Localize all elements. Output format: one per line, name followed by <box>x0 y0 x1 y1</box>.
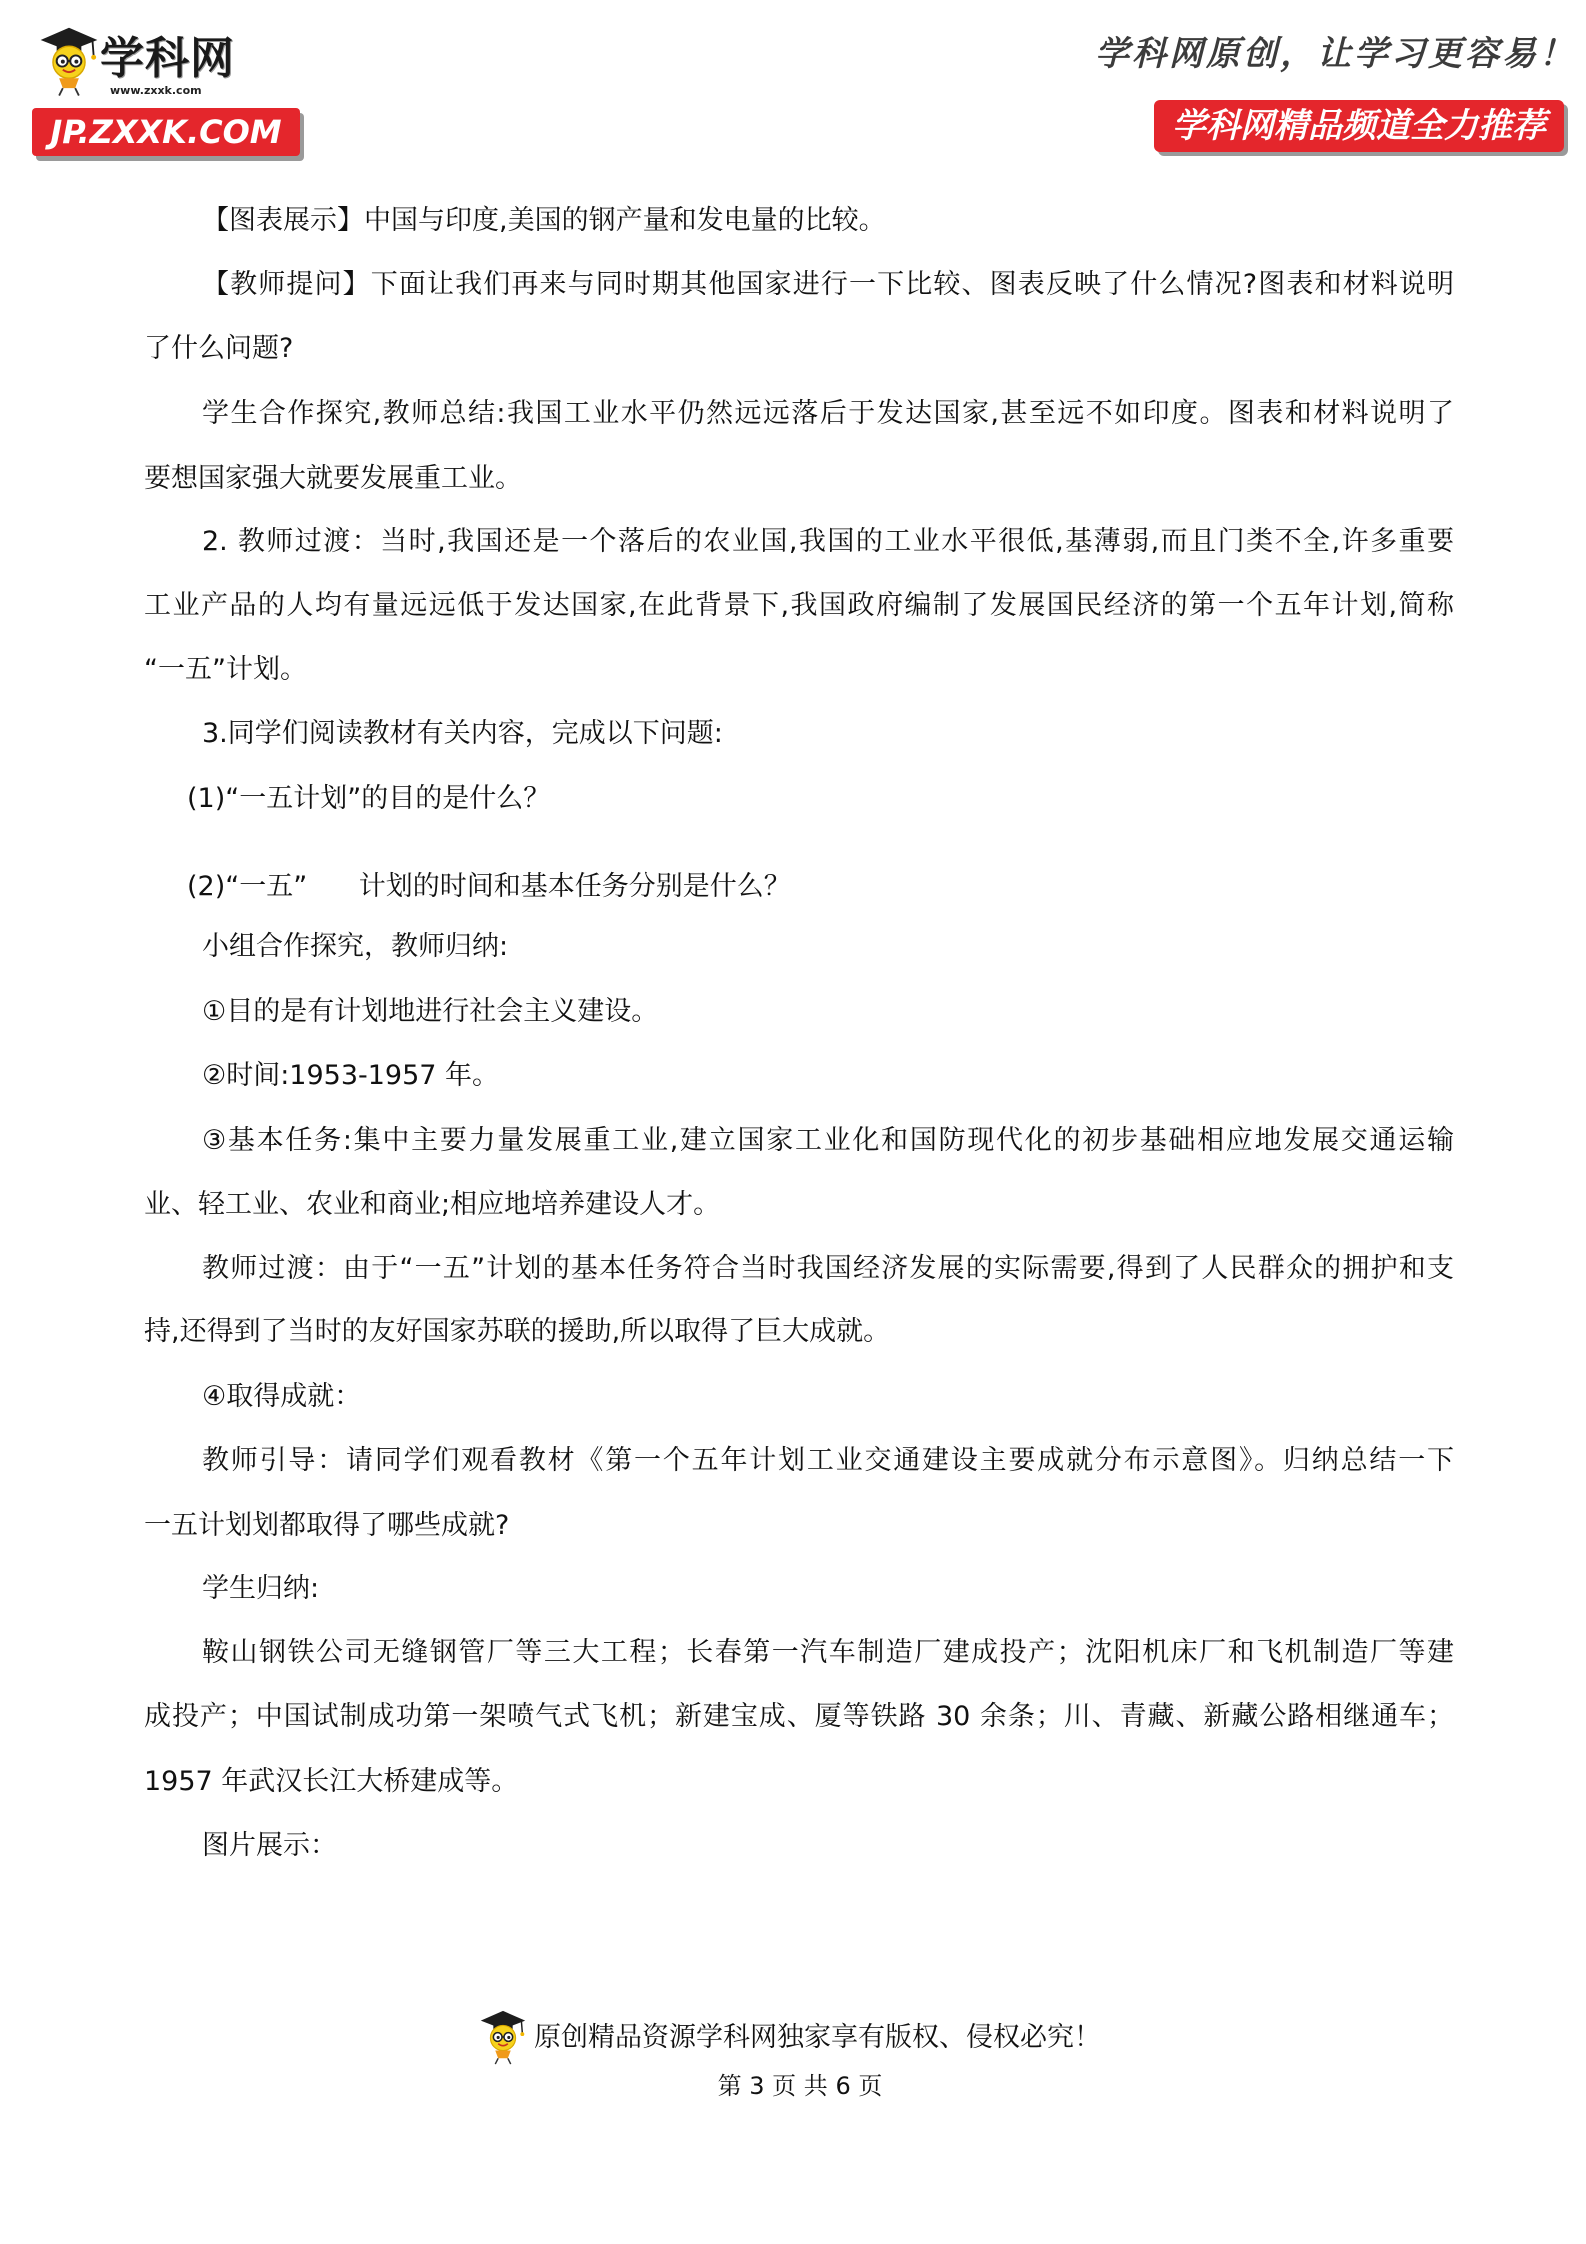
body-text-line: 【图表展示】中国与印度,美国的钢产量和发电量的比较。 <box>202 205 886 236</box>
slogan: 学科网原创，让学习更容易！ <box>1095 34 1576 74</box>
body-text-line: 工业产品的人均有量远远低于发达国家,在此背景下,我国政府编制了发展国民经济的第一个五年计划,简称 <box>144 590 1454 621</box>
body-text-line: ①目的是有计划地进行社会主义建设。 <box>202 996 659 1027</box>
body-text-line: ③基本任务:集中主要力量发展重工业,建立国家工业化和国防现代化的初步基础相应地发展交通运输 <box>202 1125 1454 1156</box>
body-text-line: 要想国家强大就要发展重工业。 <box>144 463 522 494</box>
logo-title: 学科网 <box>100 33 235 84</box>
body-text-line: 持,还得到了当时的友好国家苏联的援助,所以取得了巨大成就。 <box>144 1316 891 1347</box>
body-text-line: “一五”计划。 <box>144 654 307 685</box>
mascot-icon <box>38 24 100 98</box>
logo-banner: JP.ZXXK.COM <box>32 108 300 156</box>
body-text-line: ②时间:1953-1957 年。 <box>202 1060 500 1091</box>
body-text-line: 【教师提问】下面让我们再来与同时期其他国家进行一下比较、图表反映了什么情况?图表和材料说明 <box>202 269 1454 300</box>
page-indicator: 第 3 页 共 6 页 <box>717 2072 883 2100</box>
body-text-line: 学生合作探究,教师总结:我国工业水平仍然远远落后于发达国家,甚至远不如印度。图表和材料说明了 <box>202 398 1454 429</box>
body-text-line: 小组合作探究，教师归纳: <box>202 931 509 962</box>
body-text-line: 学生归纳: <box>202 1573 320 1604</box>
body-text-line: 1957 年武汉长江大桥建成等。 <box>144 1766 519 1797</box>
mascot-icon <box>478 2008 528 2066</box>
body-text-line: 教师过渡：由于“一五”计划的基本任务符合当时我国经济发展的实际需要,得到了人民群众的拥护和支 <box>202 1253 1454 1284</box>
body-text-line: 3.同学们阅读教材有关内容，完成以下问题: <box>202 718 723 749</box>
body-text-line: 图片展示： <box>202 1830 337 1861</box>
body-text-line: 成投产；中国试制成功第一架喷气式飞机；新建宝成、厦等铁路 30 余条；川、青藏、新藏公路相继通车； <box>144 1701 1454 1732</box>
question-line: (1)“一五计划”的目的是什么？ <box>187 783 551 814</box>
copyright-notice: 原创精品资源学科网独家享有版权、侵权必究！ <box>534 2022 1101 2053</box>
body-text-line: 业、轻工业、农业和商业;相应地培养建设人才。 <box>144 1189 721 1220</box>
body-text-line: 2. 教师过渡：当时,我国还是一个落后的农业国,我国的工业水平很低,基薄弱,而且门类不全,许多重要 <box>202 526 1454 557</box>
body-text-line: ④取得成就： <box>202 1381 362 1412</box>
body-text-line: 鞍山钢铁公司无缝钢管厂等三大工程；长春第一汽车制造厂建成投产；沈阳机床厂和飞机制造厂等建 <box>202 1637 1454 1668</box>
body-text-line: 教师引导：请同学们观看教材《第一个五年计划工业交通建设主要成就分布示意图》。归纳总结一下 <box>202 1445 1454 1476</box>
logo-url: www.zxxk.com <box>110 84 202 97</box>
recommend-banner: 学科网精品频道全力推荐 <box>1154 100 1564 152</box>
body-text-line: 一五计划划都取得了哪些成就? <box>144 1510 510 1541</box>
question-line: (2)“一五” 计划的时间和基本任务分别是什么？ <box>187 871 791 902</box>
body-text-line: 了什么问题? <box>144 333 294 364</box>
